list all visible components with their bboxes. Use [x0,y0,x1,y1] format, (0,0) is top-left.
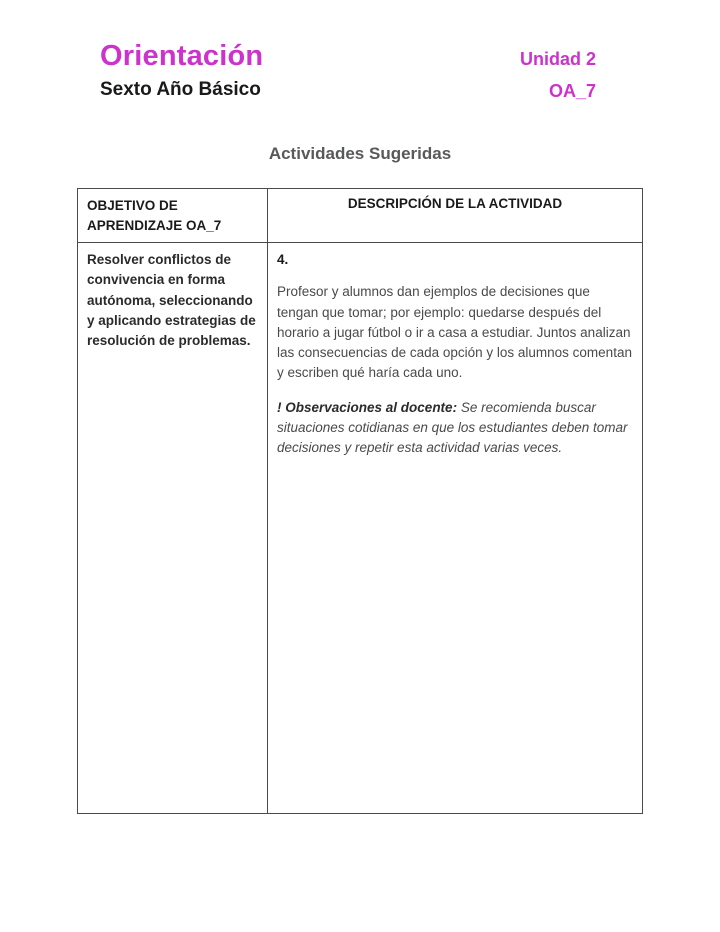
section-title: Actividades Sugeridas [268,144,452,163]
objective-text: Resolver conflictos de convivencia en forma autónoma, seleccionando y aplicando estrategias de resolución de problemas. [78,243,268,814]
header-right [520,40,596,102]
note-lead: ! Observaciones al docente: [277,399,458,415]
table-body-row [78,243,643,814]
grade-subtitle: Sexto Año Básico [100,79,261,100]
note-text: Se recomienda buscar situaciones cotidianas en que los estudiantes deben tomar decisiones y repetir esta actividad varias veces. [277,399,628,456]
objective-column-header: OBJETIVO DE APRENDIZAJE OA_7 [78,189,268,243]
header-left [100,40,263,101]
table-header-row [78,189,643,243]
unit-label: Unidad 2 [519,49,596,69]
activity-column-header: DESCRIPCIÓN DE LA ACTIVIDAD [268,189,643,243]
activity-cell [268,243,643,814]
activities-table [77,188,643,814]
activity-number: 4. [277,252,289,268]
document-header [0,0,720,102]
activity-description: Profesor y alumnos dan ejemplos de decisiones que tengan que tomar; por ejemplo: quedarse después del horario a jugar fútbol o ir a casa a estudiar. Juntos analizan las consecuencias de cada opción y los alumnos comentan y escriben qué haría cada uno. [277,284,632,381]
oa-label: OA_7 [548,81,596,101]
subject-title: Orientación [100,40,264,72]
activity-note [277,398,633,459]
